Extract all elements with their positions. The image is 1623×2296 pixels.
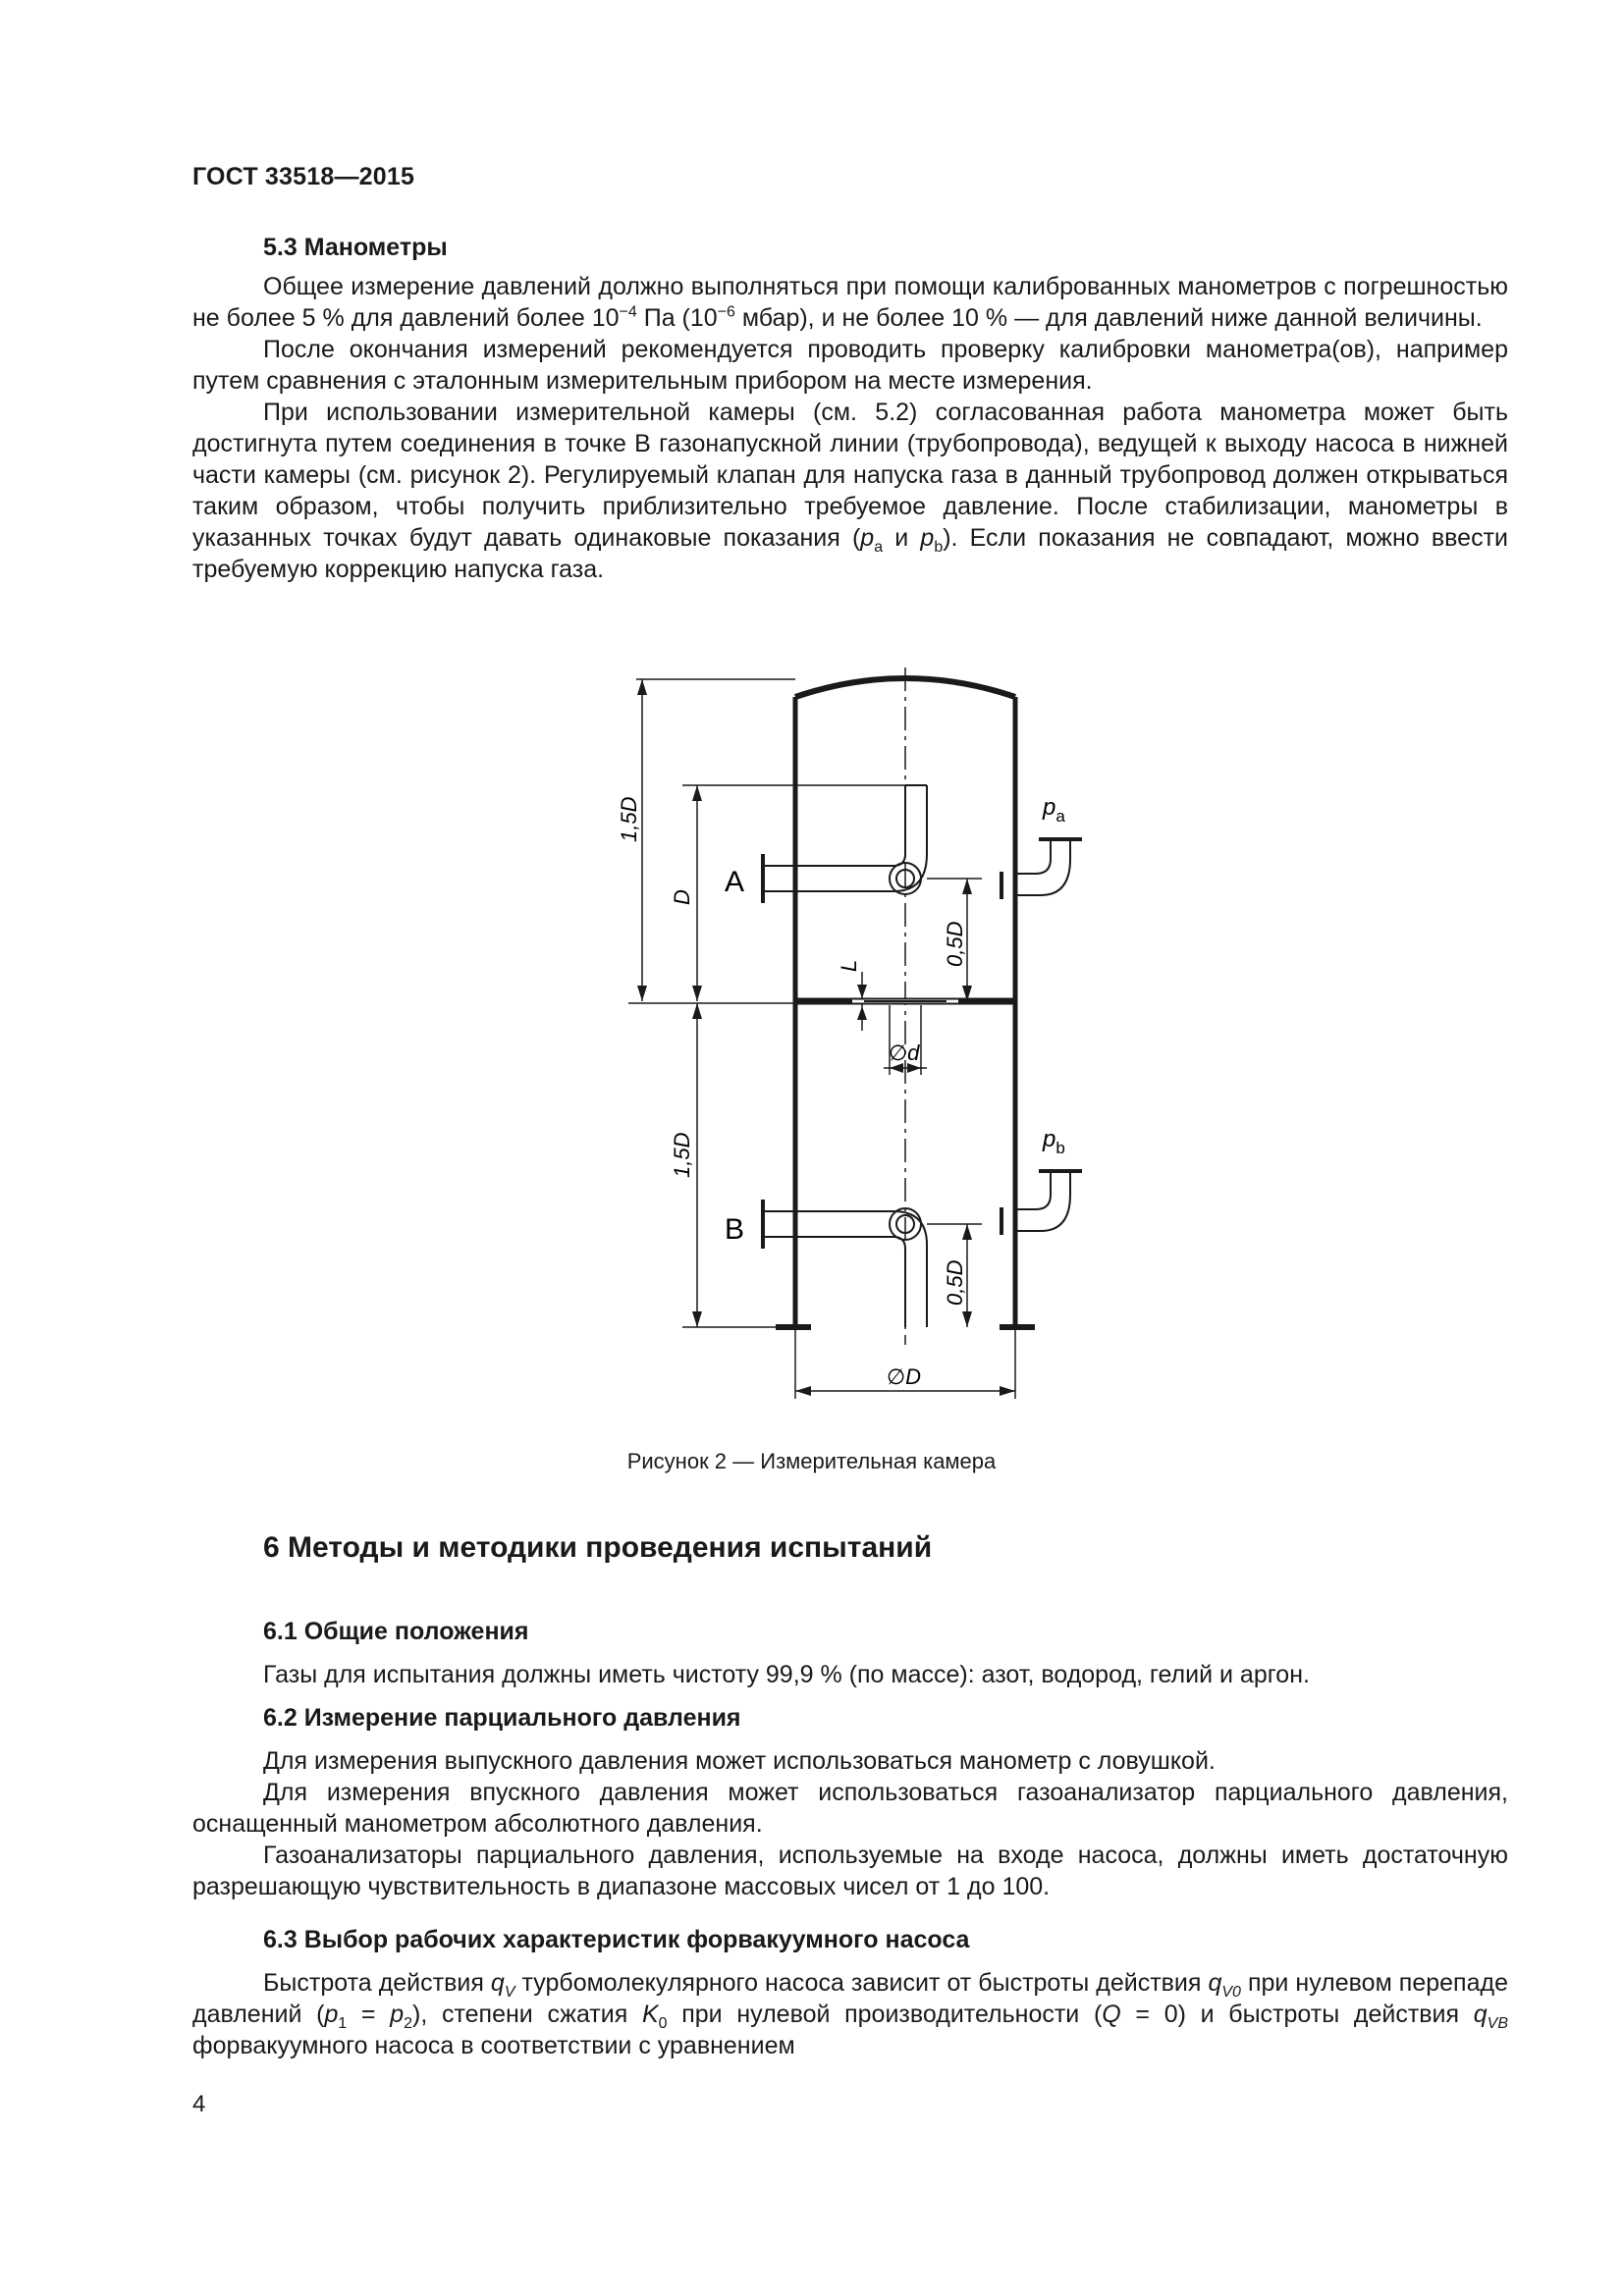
paragraph: Общее измерение давлений должно выполняться при помощи калиброванных манометров с погрешностью не более 5 % для давлений более $10^{-4}$ Па ($10^{-6}$ мбар), и не более 10 % — для давлений ниже данной величины. <box>192 273 1508 332</box>
section-5-3-body <box>192 271 1508 585</box>
dim-label-D: D <box>670 889 694 905</box>
document-header: ГОСТ 33518—2015 <box>192 163 415 190</box>
dim-label-L: L <box>837 959 861 972</box>
paragraph: Для измерения выпускного давления может использоваться манометр с ловушкой. <box>263 1747 1216 1775</box>
label-pb: $p_b$ <box>1043 1126 1065 1157</box>
dim-label-0-5D-top: 0,5D <box>943 921 967 967</box>
section-6-3-body <box>192 1967 1508 2061</box>
dim-label-1-5D-bottom: 1,5D <box>670 1132 694 1178</box>
paragraph: Быстрота действия $q_V$ турбомолекулярного насоса зависит от быстроты действия $q_{V0}$ при нулевом перепаде давлений $(p_1 = p_2)$, степени сжатия $K_0$ при нулевой производительности (Q = 0) и быстроты действия $q_{VB}$ форвакуумного насоса в соответствии с уравнением <box>192 1969 1508 2059</box>
point-label-A: A <box>725 866 745 898</box>
dim-label-diam-D: ∅D <box>887 1364 922 1389</box>
dim-label-1-5D-top: 1,5D <box>617 796 641 842</box>
section-6-1-title: 6.1 Общие положения <box>263 1618 529 1645</box>
section-6-3-title: 6.3 Выбор рабочих характеристик форвакуумного насоса <box>263 1926 970 1953</box>
dim-label-0-5D-bottom: 0,5D <box>943 1259 967 1306</box>
paragraph: При использовании измерительной камеры (см. 5.2) согласованная работа манометра может быть достигнута путем соединения в точке В газонапускной линии (трубопровода), ведущей к выходу насоса в нижней части камеры (см. рисунок 2). Регулируемый клапан для напуска газа в данный трубопровод должен открываться таким образом, чтобы получить приблизительно требуемое давление. После стабилизации, манометры в указанных точках будут давать одинаковые показания ($p_a$ и $p_b$). Если показания не совпадают, можно ввести требуемую коррекцию напуска газа. <box>192 399 1508 583</box>
section-5-3-title: 5.3 Манометры <box>263 234 448 261</box>
section-6-1-body <box>192 1659 1508 1690</box>
figure-caption: Рисунок 2 — Измерительная камера <box>626 1449 997 1473</box>
paragraph: Газы для испытания должны иметь чистоту 99,9 % (по массе): азот, водород, гелий и аргон. <box>263 1661 1310 1688</box>
paragraph: Для измерения впускного давления может использоваться газоанализатор парциального давления, оснащенный манометром абсолютного давления. <box>192 1779 1508 1838</box>
measuring-chamber-figure <box>0 648 1623 1414</box>
label-pa: $p_a$ <box>1043 794 1065 826</box>
section-6-2-body <box>192 1745 1508 1902</box>
point-label-B: B <box>725 1213 745 1246</box>
dim-label-d: ∅d <box>889 1041 920 1065</box>
section-6-title: 6 Методы и методики проведения испытаний <box>263 1531 933 1564</box>
page-number: 4 <box>192 2091 206 2117</box>
paragraph: После окончания измерений рекомендуется проводить проверку калибровки манометра(ов), например путем сравнения с эталонным измерительным прибором на месте измерения. <box>192 336 1508 395</box>
paragraph: Газоанализаторы парциального давления, используемые на входе насоса, должны иметь достаточную разрешающую чувствительность в диапазоне массовых чисел от 1 до 100. <box>192 1842 1508 1900</box>
section-6-2-title: 6.2 Измерение парциального давления <box>263 1704 741 1732</box>
